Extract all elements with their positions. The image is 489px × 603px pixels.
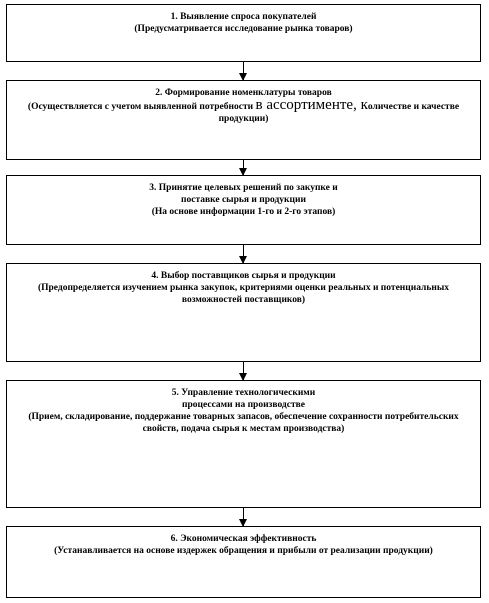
step-4-box (6, 263, 481, 362)
step-3-title: 3. Принятие целевых решений по закупке и поставке сырья и продукции (149, 183, 338, 205)
arrow-1-2 (243, 62, 244, 80)
step-6-title: 6. Экономическая эффективность (170, 534, 317, 544)
step-4-description: (Предопределяется изучением рынка закупок, критериями оценки реальных и потенциальных возможностей поставщиков) (37, 283, 450, 305)
step-4-title: 4. Выбор поставщиков сырья и продукции (151, 271, 336, 281)
arrow-5-6 (243, 508, 244, 526)
step-6-description: (Устанавливается на основе издержек обращения и прибыли от реализации продукции) (54, 546, 433, 556)
step-2-box (6, 80, 481, 160)
step-2-title: 2. Формирование номенклатуры товаров (155, 88, 332, 98)
step-2-description: (Осуществляется с учетом выявленной потребности в ассортименте, количестве и качестве продукции) (27, 97, 460, 124)
step-5-description: (Прием, складирование, поддержание товарных запасов, обеспечение сохранности потребительских свойств, подача сырья к местам производства) (28, 412, 459, 434)
step-3-description: (На основе информации 1-го и 2-го этапов) (151, 207, 336, 217)
step-1-box (6, 4, 481, 62)
step-1-title: 1. Выявление спроса покупателей (170, 12, 317, 22)
arrow-3-4 (243, 245, 244, 263)
step-1-description: (Предусматривается исследование рынка товаров) (134, 24, 353, 34)
arrow-2-3 (243, 160, 244, 175)
step-5-title: 5. Управление технологическими процессами на производстве (171, 388, 316, 410)
step-3-box (6, 175, 481, 245)
arrow-4-5 (243, 362, 244, 380)
step-5-box (6, 380, 481, 508)
step-6-box (6, 526, 481, 598)
